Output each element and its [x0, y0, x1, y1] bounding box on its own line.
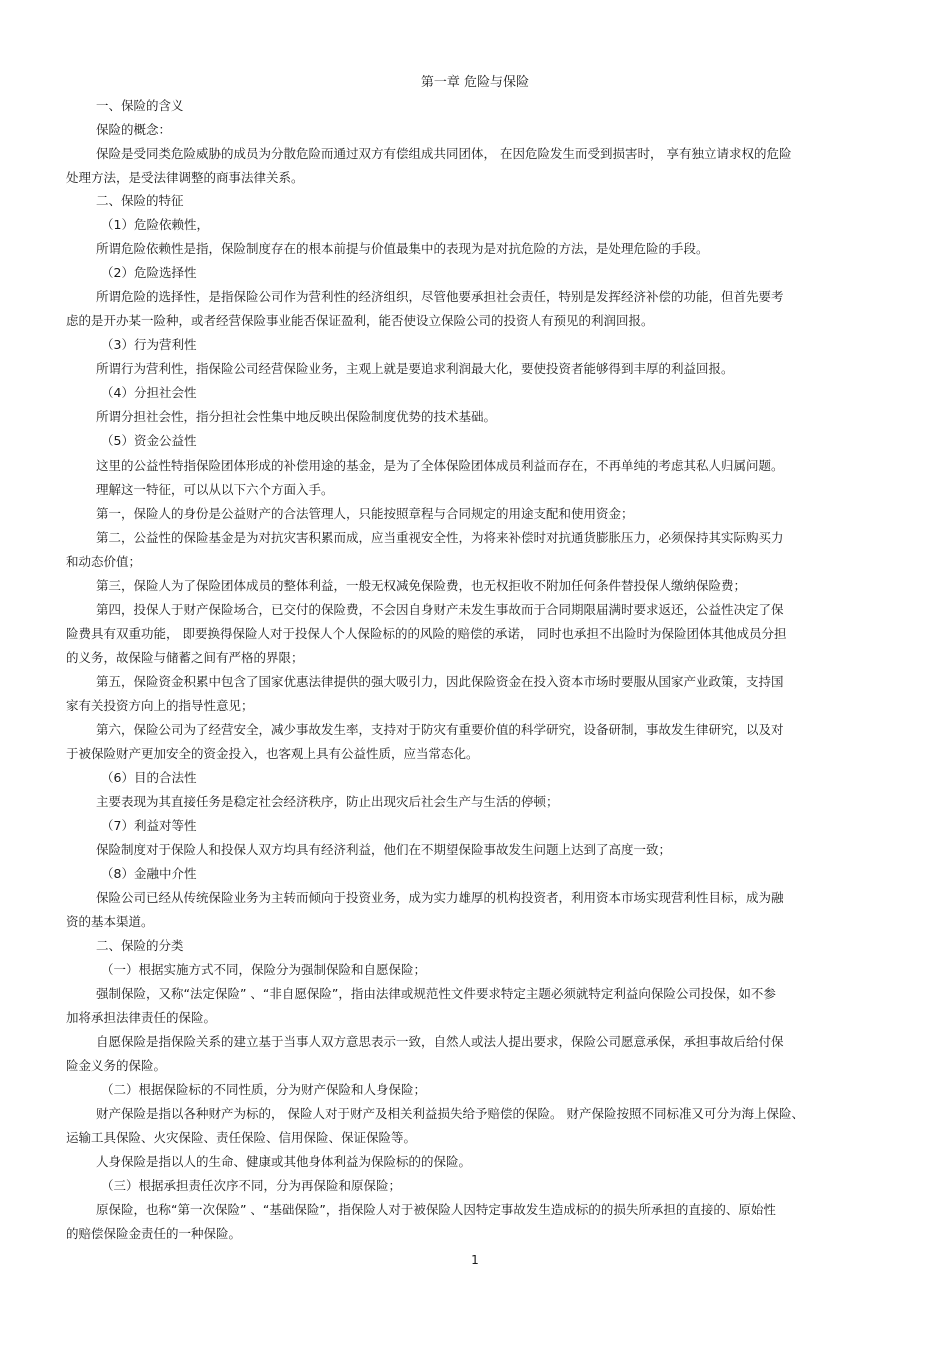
subheading: （7）利益对等性 [101, 818, 197, 833]
paragraph-line: 这里的公益性特指保险团体形成的补偿用途的基金，是为了全体保险团体成员利益而存在，不再单纯的考虑其私人归属问题。 [96, 458, 784, 473]
paragraph-line: 主要表现为其直接任务是稳定社会经济秩序，防止出现灾后社会生产与生活的停顿； [96, 794, 559, 809]
subheading: （8）金融中介性 [101, 866, 197, 881]
subheading: （二）根据保险标的不同性质，分为财产保险和人身保险； [101, 1082, 427, 1097]
subheading: （6）目的合法性 [101, 770, 197, 785]
paragraph-line: 所谓危险的选择性，是指保险公司作为营利性的经济组织，尽管他要承担社会责任，特别是发挥经济补偿的功能，但首先要考 [96, 289, 784, 304]
section-heading: 二、保险的分类 [96, 938, 184, 953]
subheading: （4）分担社会性 [101, 385, 197, 400]
section-heading: 一、保险的含义 [96, 98, 184, 113]
paragraph-line: 保险制度对于保险人和投保人双方均具有经济利益，他们在不期望保险事故发生问题上达到了高度一致； [96, 842, 672, 857]
chapter-title: 第一章 危险与保险 [420, 75, 530, 90]
paragraph-line: 运输工具保险、火灾保险、责任保险、信用保险、保证保险等。 [66, 1130, 417, 1145]
subheading: （三）根据承担责任次序不同，分为再保险和原保险； [101, 1178, 402, 1193]
paragraph-line: 虑的是开办某一险种，或者经营保险事业能否保证盈利，能否使设立保险公司的投资人有预见的利润回报。 [66, 313, 654, 328]
paragraph-line: 保险是受同类危险威胁的成员为分散危险而通过双方有偿组成共同团体， 在因危险发生而受到损害时， 享有独立请求权的危险 [96, 146, 792, 161]
paragraph-line: 第二，公益性的保险基金是为对抗灾害积累而成，应当重视安全性，为将来补偿时对抗通货膨胀压力，必须保持其实际购买力 [96, 530, 784, 545]
paragraph-line: 的赔偿保险金责任的一种保险。 [66, 1226, 242, 1241]
paragraph-line: 保险公司已经从传统保险业务为主转而倾向于投资业务，成为实力雄厚的机构投资者，利用资本市场实现营利性目标，成为融 [96, 890, 784, 905]
paragraph-line: 所谓分担社会性，指分担社会性集中地反映出保险制度优势的技术基础。 [96, 409, 497, 424]
subheading: （一）根据实施方式不同，保险分为强制保险和自愿保险； [101, 962, 427, 977]
paragraph-line: 险费具有双重功能， 即要换得保险人对于投保人个人保险标的的风险的赔偿的承诺， 同时也承担不出险时为保险团体其他成员分担 [66, 626, 787, 641]
paragraph-line: 第一，保险人的身份是公益财产的合法管理人，只能按照章程与合同规定的用途支配和使用资金； [96, 506, 634, 521]
paragraph-line: 第四，投保人于财产保险场合，已交付的保险费，不会因自身财产未发生事故而于合同期限届满时要求返还，公益性决定了保 [96, 602, 784, 617]
subheading: （3）行为营利性 [101, 337, 197, 352]
paragraph-line: 险金义务的保险。 [66, 1058, 167, 1073]
paragraph-line: 于被保险财产更加安全的资金投入，也客观上具有公益性质，应当常态化。 [66, 746, 479, 761]
paragraph-line: 第六，保险公司为了经营安全，减少事故发生率，支持对于防灾有重要价值的科学研究，设备研制，事故发生律研究，以及对 [96, 722, 784, 737]
paragraph-line: 和动态价值； [66, 554, 142, 569]
paragraph-line: 原保险，也称“第一次保险” 、“基础保险”，指保险人对于被保险人因特定事故发生造成标的的损失所承担的直接的、原始性 [96, 1202, 776, 1217]
paragraph-line: 财产保险是指以各种财产为标的， 保险人对于财产及相关利益损失给予赔偿的保险。 财产保险按照不同标准又可分为海上保险、 [96, 1106, 804, 1121]
paragraph-line: 所谓行为营利性，指保险公司经营保险业务，主观上就是要追求利润最大化，要使投资者能够得到丰厚的利益回报。 [96, 361, 734, 376]
subheading: （5）资金公益性 [101, 433, 197, 448]
paragraph-line: 第三，保险人为了保险团体成员的整体利益，一般无权减免保险费，也无权拒收不附加任何条件替投保人缴纳保险费； [96, 578, 747, 593]
paragraph-line: 人身保险是指以人的生命、健康或其他身体利益为保险标的的保险。 [96, 1154, 472, 1169]
paragraph-line: 加将承担法律责任的保险。 [66, 1010, 217, 1025]
subheading: （1）危险依赖性， [101, 217, 209, 232]
paragraph-line: 所谓危险依赖性是指，保险制度存在的根本前提与价值最集中的表现为是对抗危险的方法，是处理危险的手段。 [96, 241, 709, 256]
section-heading: 二、保险的特征 [96, 193, 184, 208]
paragraph-line: 家有关投资方向上的指导性意见； [66, 698, 254, 713]
paragraph-line: 第五，保险资金积累中包含了国家优惠法律提供的强大吸引力，因此保险资金在投入资本市场时要服从国家产业政策，支持国 [96, 674, 784, 689]
paragraph-line: 的义务，故保险与储蓄之间有严格的界限； [66, 650, 304, 665]
subheading: （2）危险选择性 [101, 265, 197, 280]
page-number: 1 [471, 1253, 479, 1267]
paragraph-line: 理解这一特征，可以从以下六个方面入手。 [96, 482, 334, 497]
paragraph-line: 自愿保险是指保险关系的建立基于当事人双方意思表示一致，自然人或法人提出要求，保险公司愿意承保，承担事故后给付保 [96, 1034, 784, 1049]
paragraph-line: 保险的概念： [96, 122, 172, 137]
paragraph-line: 处理方法，是受法律调整的商事法律关系。 [66, 170, 304, 185]
paragraph-line: 资的基本渠道。 [66, 914, 154, 929]
paragraph-line: 强制保险，又称“法定保险” 、“非自愿保险”，指由法律或规范性文件要求特定主题必须就特定利益向保险公司投保，如不参 [96, 986, 776, 1001]
